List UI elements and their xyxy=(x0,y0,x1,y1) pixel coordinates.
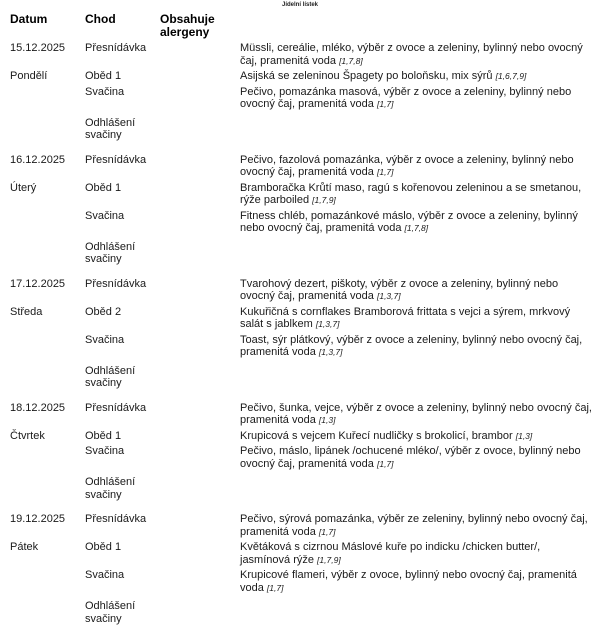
meal-text: Krupicové flameri, výběr z ovoce, bylinný nebo ovocný čaj, pramenitá voda xyxy=(240,569,577,594)
allergen-column-cell xyxy=(160,154,240,179)
table-row xyxy=(10,306,592,331)
date-cell xyxy=(10,241,85,266)
allergen-note: [1,7] xyxy=(376,458,394,469)
course-cell: Oběd 1 xyxy=(85,70,122,82)
table-row xyxy=(10,241,592,266)
table-row xyxy=(10,541,592,566)
allergen-note: [1,6,7,9] xyxy=(495,71,527,81)
meal-description-cell xyxy=(240,42,592,67)
meal-description-cell xyxy=(240,210,592,235)
allergen-column-cell xyxy=(160,600,240,625)
date-cell xyxy=(10,569,85,594)
allergen-note: [1,7] xyxy=(376,99,394,109)
table-row xyxy=(10,182,592,207)
meal-text: Pečivo, máslo, lipánek /ochucené mléko/, výběr z ovoce, bylinný nebo ovocný čaj, pramenitá voda xyxy=(240,445,581,470)
allergen-column-cell xyxy=(160,241,240,266)
meal-description-cell xyxy=(240,117,592,142)
meal-text: Bramboračka Krůtí maso, ragú s kořenovou zeleninou a se smetanou, rýže parboiled xyxy=(240,181,582,206)
allergen-column-cell xyxy=(160,278,240,303)
table-row xyxy=(10,154,592,179)
course-cell: Oběd 1 xyxy=(85,181,122,194)
table-row xyxy=(10,513,592,538)
meal-description-cell xyxy=(240,569,592,594)
meal-description-cell xyxy=(240,70,592,83)
meal-text: Pečivo, šunka, vejce, výběr z ovoce a zeleniny, bylinný nebo ovocný čaj, pramenitá voda xyxy=(240,401,592,426)
course-cell: Svačina xyxy=(85,209,125,222)
allergen-column-cell xyxy=(160,569,240,594)
allergen-note: [1,7,9] xyxy=(312,195,336,205)
date-cell: 16.12.2025 xyxy=(10,153,66,166)
date-cell: Úterý xyxy=(10,181,37,194)
meal-text: Fitness chléb, pomazánkové máslo, výběr z ovoce a zeleniny, bylinný nebo ovocný čaj, pramenitá voda xyxy=(240,209,578,234)
table-row xyxy=(10,445,592,470)
meal-description-cell xyxy=(240,365,592,390)
table-row xyxy=(10,210,592,235)
allergen-column-cell xyxy=(160,402,240,427)
date-cell: 18.12.2025 xyxy=(10,401,66,414)
course-cell: Svačina xyxy=(85,333,125,346)
date-cell xyxy=(10,210,85,235)
table-row xyxy=(10,86,592,111)
allergen-column-cell xyxy=(160,70,240,83)
allergen-column-cell xyxy=(160,42,240,67)
table-row xyxy=(10,42,592,67)
allergen-note: [1,3,7] xyxy=(318,347,343,357)
date-cell xyxy=(10,476,85,501)
meal-menu-table xyxy=(0,8,600,625)
course-cell: Odhlášení svačiny xyxy=(85,240,136,265)
allergen-column-cell xyxy=(160,210,240,235)
allergen-column-cell xyxy=(160,445,240,470)
header-popis-spacer xyxy=(240,13,592,39)
meal-description-cell xyxy=(240,154,592,179)
page-title: Jídelní lístek xyxy=(281,2,318,8)
allergen-column-cell xyxy=(160,430,240,443)
course-cell: Oběd 1 xyxy=(85,429,122,442)
date-cell: Čtvrtek xyxy=(10,429,45,442)
course-cell: Svačina xyxy=(85,569,125,581)
meal-text: Pečivo, sýrová pomazánka, výběr ze zeleniny, bylinný nebo ovocný čaj, pramenitá voda xyxy=(240,513,588,538)
course-cell: Odhlášení svačiny xyxy=(85,116,136,141)
meal-description-cell xyxy=(240,86,592,111)
course-cell: Přesnídávka xyxy=(85,153,147,166)
date-cell xyxy=(10,334,85,359)
date-cell: 15.12.2025 xyxy=(10,42,66,54)
allergen-column-cell xyxy=(160,334,240,359)
date-cell xyxy=(10,86,85,111)
date-cell xyxy=(10,445,85,470)
allergen-note: [1,7] xyxy=(376,167,394,177)
meal-text: Asijská se zeleninou Špagety po boloňsku, mix sýrů xyxy=(240,70,493,82)
allergen-column-cell xyxy=(160,117,240,142)
meal-description-cell xyxy=(240,402,592,427)
meal-text: Toast, sýr plátkový, výběr z ovoce a zeleniny, bylinný nebo ovocný čaj, pramenitá voda xyxy=(240,333,583,358)
meal-description-cell xyxy=(240,600,592,625)
allergen-note: [1,7,8] xyxy=(404,223,429,233)
meal-description-cell xyxy=(240,476,592,501)
course-cell: Odhlášení svačiny xyxy=(85,476,136,501)
table-row xyxy=(10,569,592,594)
table-row xyxy=(10,476,592,501)
allergen-note: [1,7] xyxy=(318,526,336,537)
allergen-note: [1,7,8] xyxy=(339,55,363,66)
table-row xyxy=(10,430,592,443)
date-cell: 19.12.2025 xyxy=(10,513,66,525)
meal-text: Tvarohový dezert, piškoty, výběr z ovoce a zeleniny, bylinný nebo ovocný čaj, pramenitá voda xyxy=(240,277,559,302)
meal-description-cell xyxy=(240,445,592,470)
date-cell: Pátek xyxy=(10,541,39,553)
allergen-column-cell xyxy=(160,306,240,331)
header-chod: Chod xyxy=(85,12,116,26)
meal-description-cell xyxy=(240,513,592,538)
allergen-column-cell xyxy=(160,182,240,207)
course-cell: Oběd 2 xyxy=(85,305,122,318)
allergen-column-cell xyxy=(160,476,240,501)
date-cell: Středa xyxy=(10,305,43,318)
table-row xyxy=(10,334,592,359)
meal-description-cell xyxy=(240,241,592,266)
meal-text: Kukuřičná s cornflakes Bramborová frittata s vejci a sýrem, mrkvový salát s jablkem xyxy=(240,305,571,330)
allergen-note: [1,3,7] xyxy=(315,319,340,329)
course-cell: Přesnídávka xyxy=(85,513,147,525)
course-cell: Odhlášení svačiny xyxy=(85,364,136,389)
meal-text: Krupicová s vejcem Kuřecí nudličky s brokolicí, brambor xyxy=(240,429,513,442)
date-cell: 17.12.2025 xyxy=(10,277,66,290)
allergen-column-cell xyxy=(160,86,240,111)
header-datum: Datum xyxy=(10,12,48,26)
meal-text: Květáková s cizrnou Máslové kuře po indicku /chicken butter/, jasmínová rýže xyxy=(240,541,541,566)
meal-description-cell xyxy=(240,334,592,359)
header-alergeny: Obsahuje alergeny xyxy=(160,12,215,39)
table-row xyxy=(10,278,592,303)
meal-text: Müssli, cereálie, mléko, výběr z ovoce a zeleniny, bylinný nebo ovocný čaj, pramenitá voda xyxy=(240,42,583,67)
meal-description-cell xyxy=(240,541,592,566)
meal-text: Pečivo, fazolová pomazánka, výběr z ovoce a zeleniny, bylinný nebo ovocný čaj, pramenitá voda xyxy=(240,153,574,178)
table-body xyxy=(10,42,592,625)
allergen-note: [1,3,7] xyxy=(376,291,401,301)
allergen-note: [1,3] xyxy=(318,415,336,425)
table-row xyxy=(10,365,592,390)
table-row xyxy=(10,402,592,427)
allergen-column-cell xyxy=(160,365,240,390)
table-header-row xyxy=(10,13,592,39)
table-row xyxy=(10,600,592,625)
allergen-note: [1,3] xyxy=(515,430,533,441)
meal-description-cell xyxy=(240,182,592,207)
meal-description-cell xyxy=(240,278,592,303)
course-cell: Odhlášení svačiny xyxy=(85,600,136,625)
course-cell: Svačina xyxy=(85,85,125,98)
date-cell xyxy=(10,600,85,625)
date-cell xyxy=(10,117,85,142)
course-cell: Svačina xyxy=(85,445,125,457)
course-cell: Přesnídávka xyxy=(85,42,147,54)
allergen-note: [1,7] xyxy=(266,582,284,593)
allergen-note: [1,7,9] xyxy=(317,554,341,565)
date-cell: Pondělí xyxy=(10,70,48,82)
table-row xyxy=(10,70,592,83)
course-cell: Oběd 1 xyxy=(85,541,122,553)
course-cell: Přesnídávka xyxy=(85,401,147,414)
meal-description-cell xyxy=(240,430,592,443)
course-cell: Přesnídávka xyxy=(85,277,147,290)
date-cell xyxy=(10,365,85,390)
table-row xyxy=(10,117,592,142)
allergen-column-cell xyxy=(160,513,240,538)
meal-description-cell xyxy=(240,306,592,331)
allergen-column-cell xyxy=(160,541,240,566)
meal-text: Pečivo, pomazánka masová, výběr z ovoce a zeleniny, bylinný nebo ovocný čaj, pramenitá voda xyxy=(240,85,572,110)
